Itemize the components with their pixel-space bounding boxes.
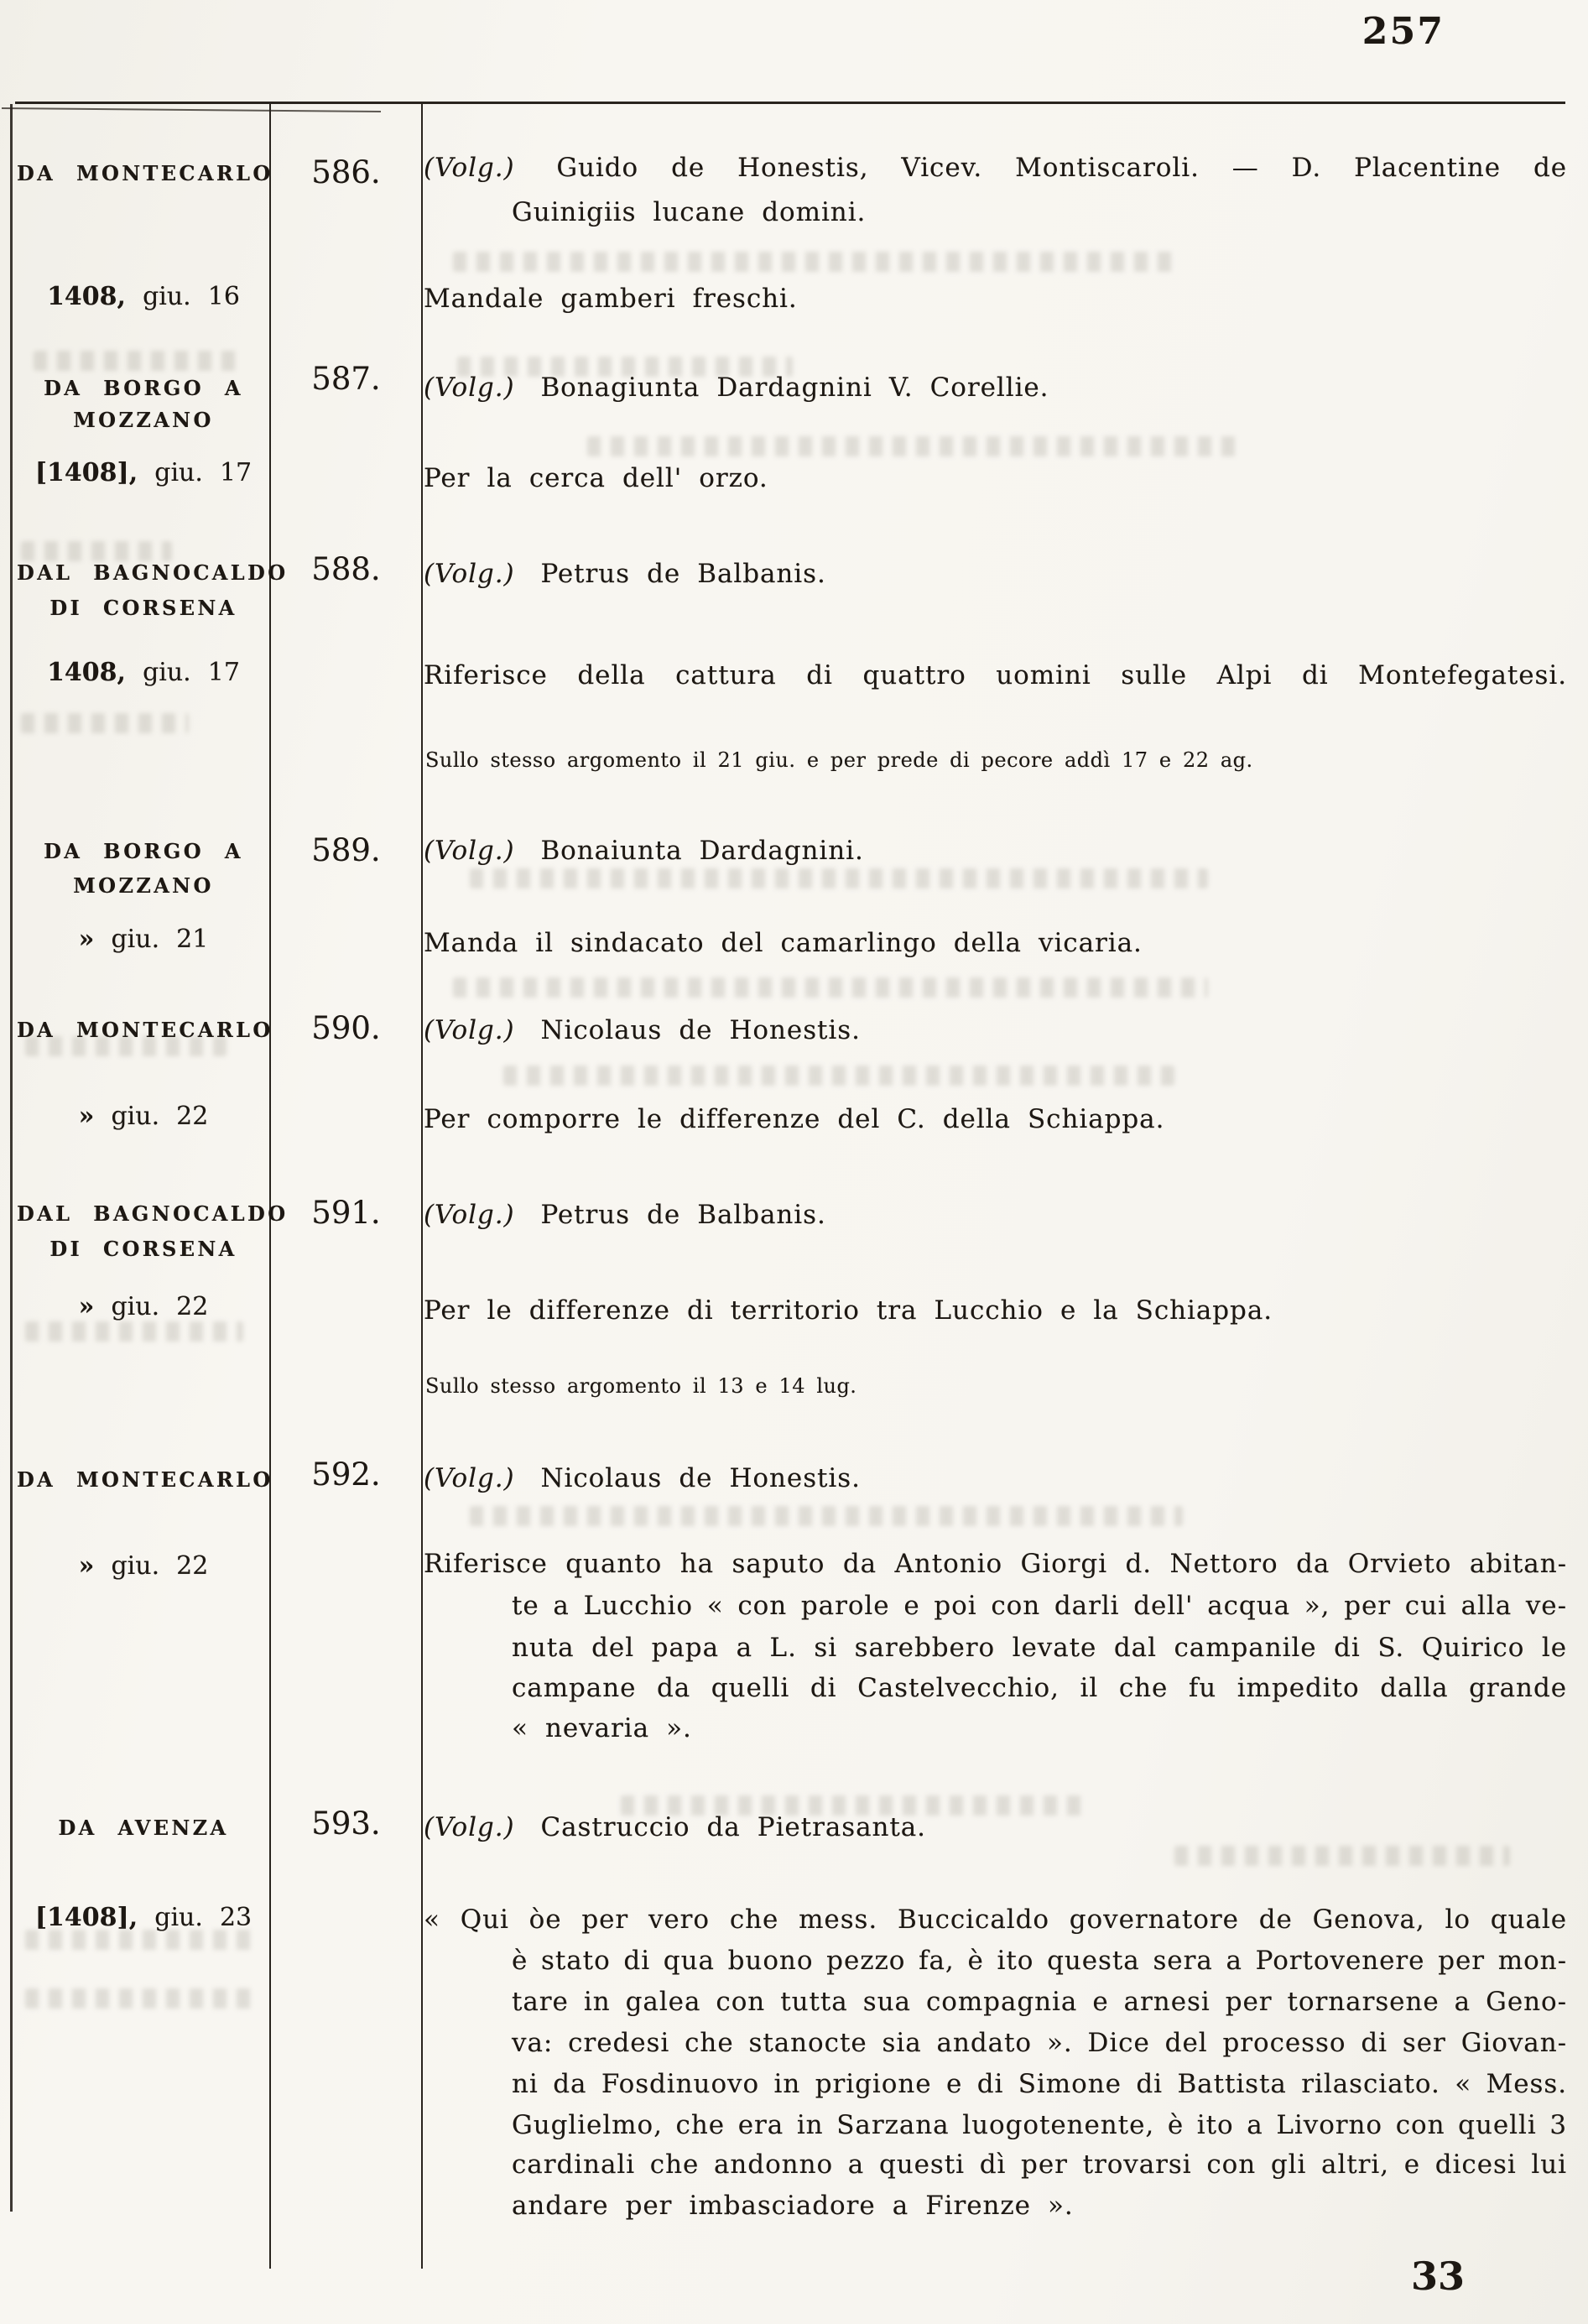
date-year: 1408, <box>47 658 127 687</box>
heading-text: Petrus de Balbanis. <box>540 559 826 589</box>
entry-heading-line2: Guinigiis lucane domini. <box>512 197 867 227</box>
date-text: giu. 17 <box>143 658 240 687</box>
top-rule-secondary <box>2 107 381 112</box>
date-year: [1408], <box>34 1903 138 1932</box>
heading-text: Bonagiunta Dardagnini V. Corellie. <box>540 373 1049 403</box>
entry-heading <box>424 1200 1567 1230</box>
bleedthrough-artifact <box>21 713 189 733</box>
bleedthrough-artifact <box>25 1930 252 1950</box>
bleedthrough-artifact <box>453 252 1174 272</box>
date-year: » <box>78 1292 95 1321</box>
entry-body-line: Manda il sindacato del camarlingo della vicaria. <box>424 928 1143 958</box>
entry-body-line: Riferisce quanto ha saputo da Antonio Giorgi d. Nettoro da Orvieto abitan- <box>424 1549 1567 1579</box>
date-text: giu. 17 <box>154 458 253 487</box>
entry-number: 590. <box>311 1010 381 1046</box>
entry-body-line: « Qui òe per vero che mess. Buccicaldo governatore de Genova, lo quale <box>424 1905 1567 1935</box>
entry-number: 593. <box>311 1806 381 1842</box>
entry-heading <box>424 559 1567 589</box>
entry-body-line: te a Lucchio « con parole e poi con darli dell' acqua », per cui alla ve- <box>512 1591 1567 1621</box>
entry-body-line: nuta del papa a L. si sarebbero levate dal campanile di S. Quirico le <box>512 1633 1567 1663</box>
bleedthrough-artifact <box>503 1066 1174 1086</box>
entry-body-line: Guglielmo, che era in Sarzana luogotenente, è ito a Livorno con quelli 3 <box>512 2110 1567 2140</box>
date-text: giu. 21 <box>111 925 209 954</box>
origin-label: DA BORGO A <box>44 376 243 400</box>
origin-label: DI CORSENA <box>49 596 237 620</box>
entry-body-line: andare per imbasciadore a Firenze ». <box>512 2191 1074 2221</box>
entry-heading <box>424 373 1567 403</box>
entry-number: 591. <box>311 1195 381 1231</box>
date-year: [1408], <box>34 458 138 487</box>
entry-heading <box>424 1463 1567 1493</box>
entry-date <box>17 1292 270 1321</box>
heading-text: Nicolaus de Honestis. <box>540 1015 861 1045</box>
entry-date <box>17 458 270 487</box>
origin-label: DA MONTECARLO <box>17 161 273 185</box>
heading-text: Guido de Honestis, Vicev. Montiscaroli. — D. Placentine de <box>556 153 1567 183</box>
entry-number: 588. <box>311 551 381 587</box>
date-text: giu. 22 <box>111 1102 209 1131</box>
entry-body-line: campane da quelli di Castelvecchio, il che fu impedito dalla grande <box>512 1673 1567 1703</box>
entry-date <box>17 658 270 687</box>
column-rule-2 <box>421 104 423 2269</box>
origin-label: DI CORSENA <box>49 1237 237 1261</box>
entry-note: Sullo stesso argomento il 21 giu. e per prede di pecore addì 17 e 22 ag. <box>425 748 1253 772</box>
volg-label: (Volg.) <box>424 1015 515 1045</box>
bleedthrough-artifact <box>453 977 1208 998</box>
volg-label: (Volg.) <box>424 559 515 589</box>
bleedthrough-artifact <box>34 351 243 371</box>
entry-body-line: ni da Fosdinuovo in prigione e di Simone di Battista rilasciato. « Mess. <box>512 2069 1567 2099</box>
entry-body-line: Per le differenze di territorio tra Lucchio e la Schiappa. <box>424 1295 1273 1326</box>
entry-heading <box>424 153 1567 183</box>
entry-date <box>17 1102 270 1131</box>
origin-label: DA MONTECARLO <box>17 1467 273 1492</box>
entry-note: Sullo stesso argomento il 13 e 14 lug. <box>425 1374 857 1398</box>
date-text: giu. 22 <box>111 1292 209 1321</box>
heading-text: Bonaiunta Dardagnini. <box>540 836 864 866</box>
volg-label: (Volg.) <box>424 153 515 183</box>
entry-date <box>17 282 270 311</box>
entry-number: 587. <box>311 361 381 397</box>
entry-body-line: Per comporre le differenze del C. della Schiappa. <box>424 1104 1165 1134</box>
volg-label: (Volg.) <box>424 373 515 403</box>
entry-body-line: Per la cerca dell' orzo. <box>424 463 768 493</box>
volg-label: (Volg.) <box>424 1812 515 1842</box>
volg-label: (Volg.) <box>424 1200 515 1230</box>
left-border-rule <box>10 104 13 2212</box>
origin-label: DA MONTECARLO <box>17 1018 273 1042</box>
entry-number: 592. <box>311 1456 381 1493</box>
origin-label: DAL BAGNOCALDO <box>17 1201 289 1226</box>
date-year: 1408, <box>47 282 127 311</box>
heading-text: Petrus de Balbanis. <box>540 1200 826 1230</box>
entry-body-line: « nevaria ». <box>512 1713 692 1743</box>
origin-label: DAL BAGNOCALDO <box>17 560 289 585</box>
entry-heading <box>424 836 1567 866</box>
bleedthrough-artifact <box>1174 1846 1510 1866</box>
date-text: giu. 16 <box>143 282 240 311</box>
date-text: giu. 23 <box>154 1903 253 1932</box>
origin-label: MOZZANO <box>73 408 214 432</box>
entry-body-line: Riferisce della cattura di quattro uomini sulle Alpi di Montefegatesi. <box>424 660 1567 690</box>
bleedthrough-artifact <box>25 1321 243 1342</box>
date-text: giu. 22 <box>111 1551 209 1581</box>
volg-label: (Volg.) <box>424 836 515 866</box>
entry-heading <box>424 1015 1567 1045</box>
entry-number: 586. <box>311 154 381 190</box>
bleedthrough-artifact <box>470 1506 1183 1526</box>
entry-date <box>17 925 270 954</box>
entry-body-line: Mandale gamberi freschi. <box>424 284 798 314</box>
origin-label: DA BORGO A <box>44 839 243 863</box>
entry-heading <box>424 1812 1567 1842</box>
entry-body-line: tare in galea con tutta sua compagnia e arnesi per tornarsene a Geno- <box>512 1987 1567 2017</box>
bleedthrough-artifact <box>587 436 1242 456</box>
date-year: » <box>78 1551 95 1581</box>
heading-text: Castruccio da Pietrasanta. <box>540 1812 926 1842</box>
entry-body-line: cardinali che andonno a questi dì per trovarsi con gli altri, e dicesi lui <box>512 2149 1567 2180</box>
origin-label: MOZZANO <box>73 873 214 898</box>
top-rule <box>15 102 1565 104</box>
entry-number: 589. <box>311 832 381 868</box>
heading-text: Nicolaus de Honestis. <box>540 1463 861 1493</box>
entry-body-line: è stato di qua buono pezzo fa, è ito questa sera a Portovenere per mon- <box>512 1946 1567 1976</box>
bleedthrough-artifact <box>25 1988 252 2009</box>
bleedthrough-artifact <box>21 541 172 561</box>
entry-body-line: va: credesi che stanocte sia andato ». Dice del processo di ser Giovan- <box>512 2028 1567 2058</box>
entry-date <box>17 1903 270 1932</box>
volg-label: (Volg.) <box>424 1463 515 1493</box>
bleedthrough-artifact <box>470 868 1208 888</box>
date-year: » <box>78 925 95 954</box>
date-year: » <box>78 1102 95 1131</box>
signature-number: 33 <box>1411 2254 1466 2299</box>
entry-date <box>17 1551 270 1581</box>
page-number: 257 <box>1362 10 1445 53</box>
origin-label: DA AVENZA <box>58 1816 229 1840</box>
